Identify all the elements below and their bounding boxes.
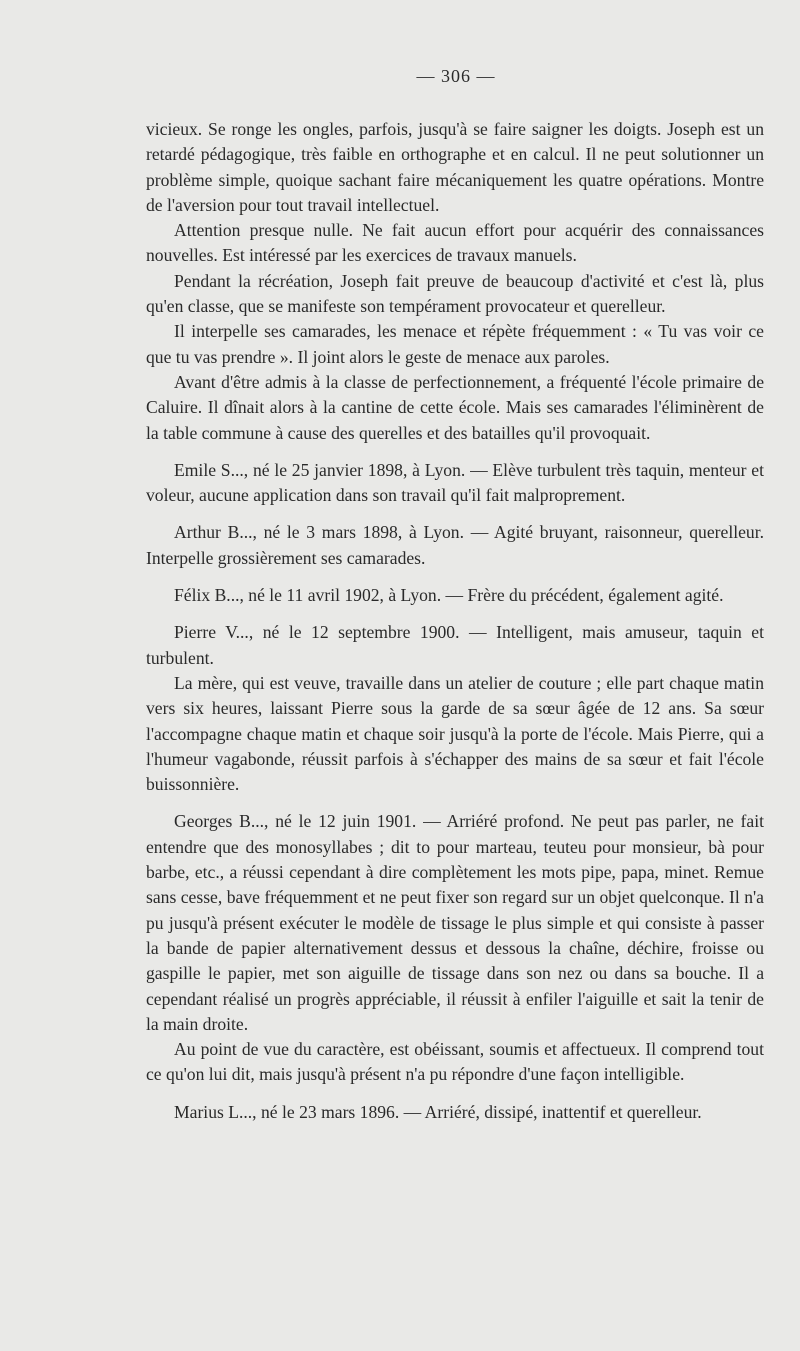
paragraph-attention: Attention presque nulle. Ne fait aucun effort pour acquérir des connaissances nouvelles. Est intéressé par les exercices de travaux manuels. bbox=[146, 220, 764, 266]
paragraph-georges: Georges B..., né le 12 juin 1901. — Arriéré profond. Ne peut pas parler, ne fait entendre que des monosyllabes ; dit to pour marteau, teuteu pour monsieur, bà pour barbe, etc., a réussi cependant à dire complètement les mots pipe, papa, minet. Remue sans cesse, bave fréquemment et ne peut fixer son regard sur un objet quelconque. Il n'a pu jusqu'à présent exécuter le modèle de tissage le plus simple et qui consiste à passer la bande de papier alternativement dessus et dessous la chaîne, déchire, froisse ou gaspille le papier, met son aiguille de tissage dans son nez ou dans sa bouche. Il a cependant réalisé un progrès appréciable, il réussit à enfiler l'aiguille et sait la tenir de la main droite. bbox=[146, 811, 764, 1034]
paragraph-interpelle: Il interpelle ses camarades, les menace et répète fréquemment : « Tu vas voir ce que tu vas prendre ». Il joint alors le geste de menace aux paroles. bbox=[146, 321, 764, 367]
page-number: — 306 — bbox=[416, 66, 496, 86]
paragraph-marius: Marius L..., né le 23 mars 1896. — Arriéré, dissipé, inattentif et querelleur. bbox=[174, 1101, 702, 1122]
paragraph-continuation: vicieux. Se ronge les ongles, parfois, jusqu'à se faire saigner les doigts. Joseph est un retardé pédagogique, très faible en orthographe et en calcul. Il ne peut solutionner un problème simple, quoique sachant faire mécaniquement les quatre opérations. Montre de l'aversion pour tout travail intellectuel. bbox=[146, 119, 764, 215]
paragraph-emile: Emile S..., né le 25 janvier 1898, à Lyon. — Elève turbulent très taquin, menteur et voleur, aucune application dans son travail qu'il fait malproprement. bbox=[146, 459, 764, 506]
paragraph-caractere: Au point de vue du caractère, est obéissant, soumis et affectueux. Il comprend tout ce qu'on lui dit, mais jusqu'à présent n'a pu répondre d'une façon intelligible. bbox=[146, 1039, 764, 1085]
paragraph-arthur: Arthur B..., né le 3 mars 1898, à Lyon. — Agité bruyant, raisonneur, querelleur. Interpelle grossièrement ses camarades. bbox=[146, 522, 764, 568]
paragraph-pierre: Pierre V..., né le 12 septembre 1900. — Intelligent, mais amuseur, taquin et turbulent. bbox=[146, 622, 764, 668]
paragraph-avant: Avant d'être admis à la classe de perfectionnement, a fréquenté l'école primaire de Caluire. Il dînait alors à la cantine de cette école. Mais ses camarades l'éliminèrent de la table commune à cause des querelles et des batailles qu'il provoquait. bbox=[146, 371, 764, 443]
body-text bbox=[146, 117, 764, 1125]
paragraph-mere: La mère, qui est veuve, travaille dans un atelier de couture ; elle part chaque matin vers six heures, laissant Pierre sous la garde de sa sœur âgée de 12 ans. Sa sœur l'accompagne chaque matin et chaque soir jusqu'à la porte de l'école. Mais Pierre, qui a l'humeur vagabonde, réussit parfois à s'échapper des mains de sa sœur et fait l'école buissonnière. bbox=[146, 672, 764, 795]
paragraph-recreation: Pendant la récréation, Joseph fait preuve de beaucoup d'activité et c'est là, plus qu'en classe, que se manifeste son tempérament provocateur et querelleur. bbox=[146, 270, 764, 317]
paragraph-felix: Félix B..., né le 11 avril 1902, à Lyon. — Frère du précédent, également agité. bbox=[174, 585, 724, 606]
